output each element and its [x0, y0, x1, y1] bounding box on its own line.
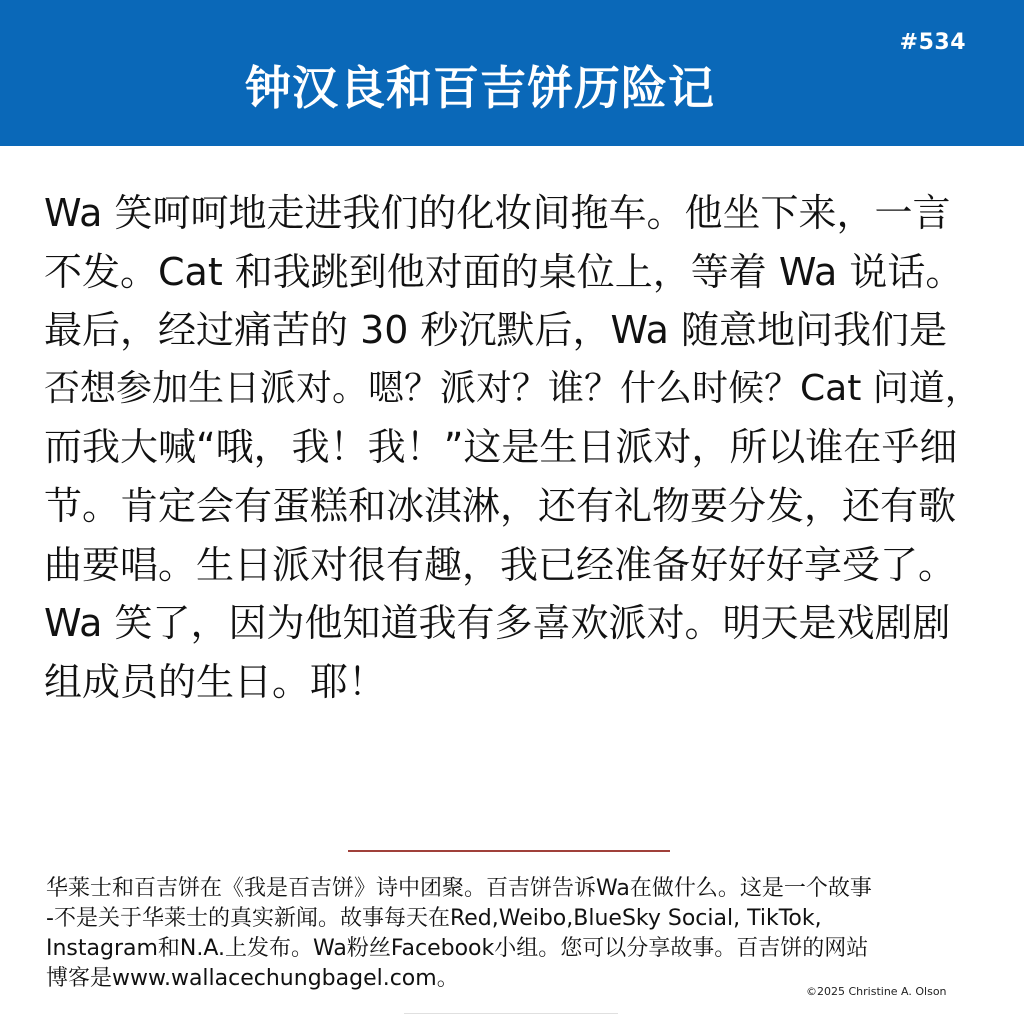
bottom-divider [404, 1013, 618, 1014]
story-line: 最后，经过痛苦的 30 秒沉默后，Wa 随意地问我们是 [44, 308, 948, 353]
story-line: 组成员的生日。耶！ [44, 659, 387, 704]
story-line: 而我大喊“哦，我！我！”这是生日派对，所以谁在乎细 [44, 425, 958, 470]
story-line: 节。肯定会有蛋糕和冰淇淋，还有礼物要分发，还有歌 [44, 483, 957, 528]
episode-number: #534 [899, 30, 966, 55]
footnote-text [46, 874, 986, 994]
story-line: Wa 笑呵呵地走进我们的化妆间拖车。他坐下来，一言 [44, 191, 951, 235]
footnote-line: Instagram和N.A.上发布。Wa粉丝Facebook小组。您可以分享故事。百吉饼的网站 [46, 936, 869, 961]
story-line: 曲要唱。生日派对很有趣，我已经准备好好好享受了。 [44, 542, 957, 587]
section-divider [348, 850, 670, 852]
title-banner [0, 0, 1024, 146]
story-text [44, 184, 984, 711]
story-line: Wa 笑了，因为他知道我有多喜欢派对。明天是戏剧剧 [44, 601, 951, 646]
story-line: 否想参加生日派对。嗯？派对？谁？什么时候？Cat 问道， [44, 367, 981, 409]
footnote-line: 华莱士和百吉饼在《我是百吉饼》诗中团聚。百吉饼告诉Wa在做什么。这是一个故事 [46, 876, 872, 901]
footnote-line: -不是关于华莱士的真实新闻。故事每天在Red,Weibo,BlueSky Social, TikTok, [46, 906, 822, 931]
page-title: 钟汉良和百吉饼历险记 [245, 61, 715, 115]
copyright-notice: ©2025 Christine A. Olson [806, 985, 947, 998]
footnote-line: 博客是www.wallacechungbagel.com。 [46, 966, 459, 991]
story-line: 不发。Cat 和我跳到他对面的桌位上，等着 Wa 说话。 [44, 249, 964, 294]
